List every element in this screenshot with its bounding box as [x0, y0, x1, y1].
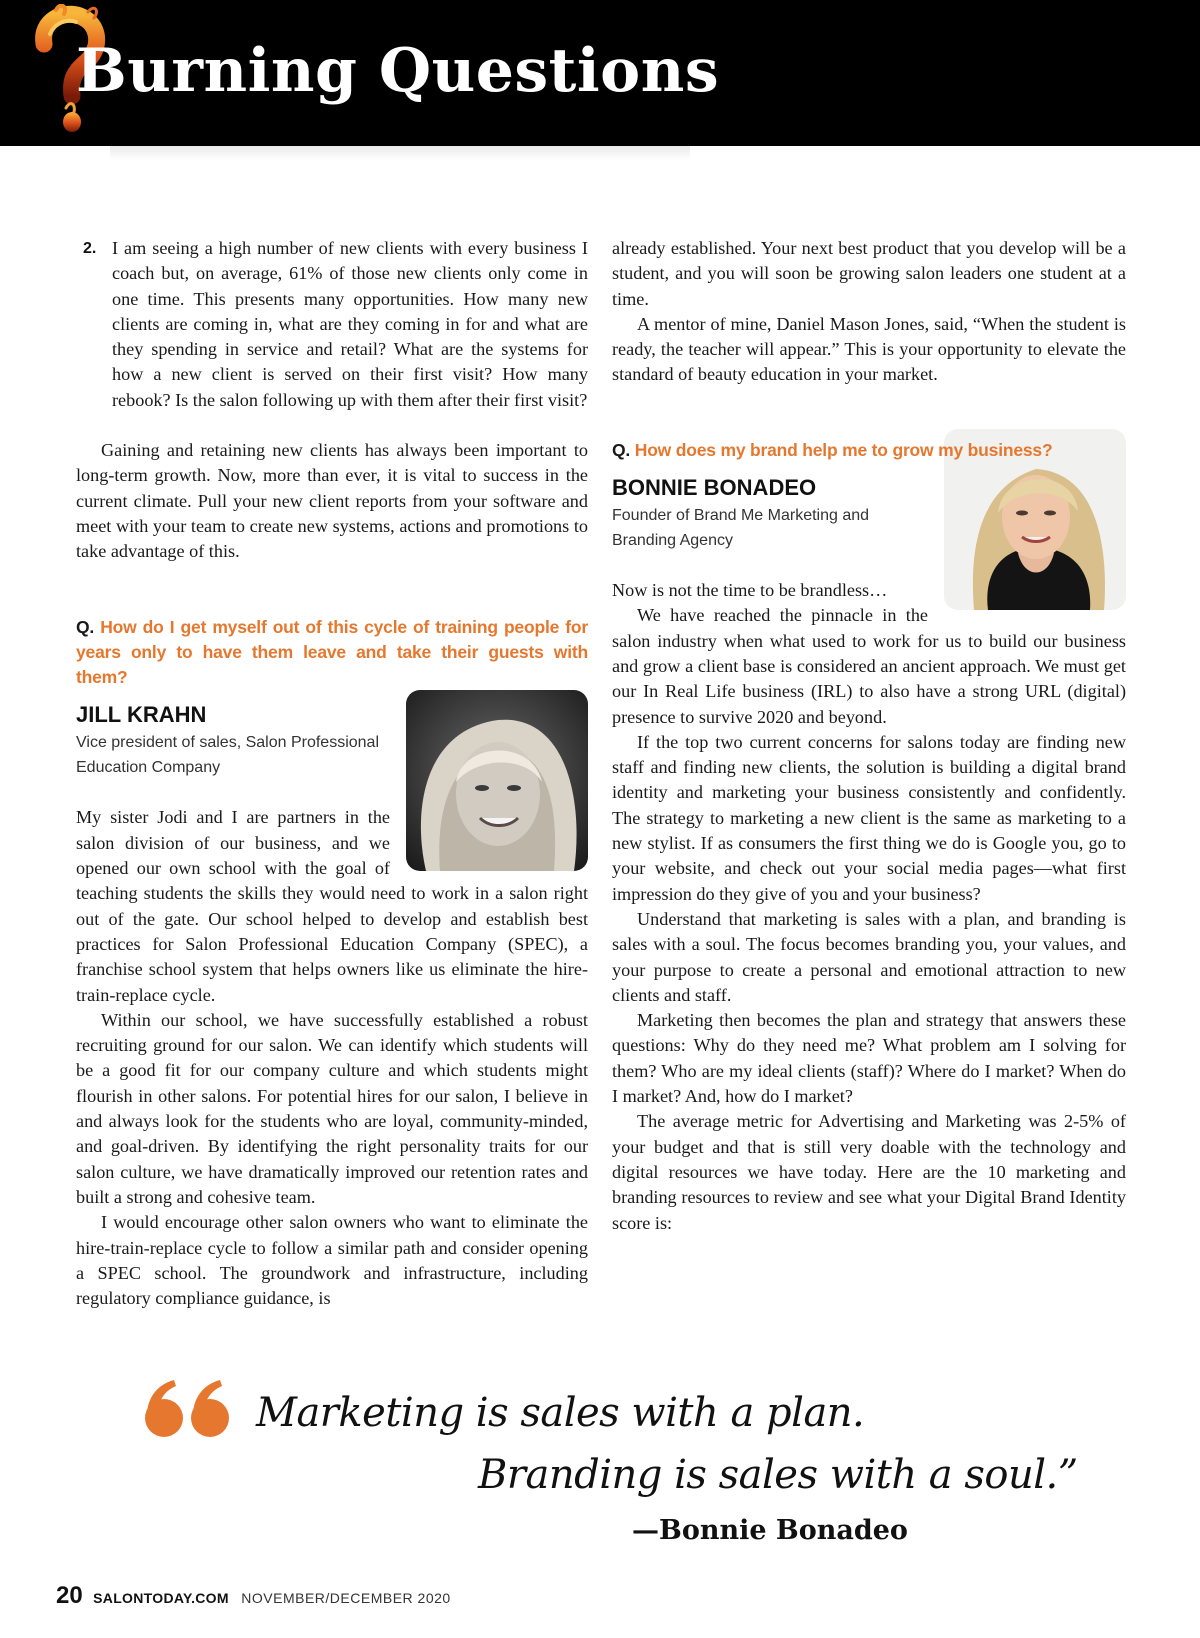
- list-item-text: I am seeing a high number of new clients with every business I coach but, on average, 61% of those new clients only come in one time. This presents many opportunities. How many new clients are coming in, what are they coming in for and what are they spending in service and retail? What are the systems for how a new client is served on their first visit? How many rebook? Is the salon following up with them after their first visit?: [112, 238, 588, 410]
- pull-quote-attribution: —Bonnie Bonadeo: [632, 1515, 908, 1546]
- question-prefix: Q.: [76, 616, 95, 637]
- body-paragraph: A mentor of mine, Daniel Mason Jones, said, “When the student is ready, the teacher will appear.” This is your opportunity to elevate the standard of beauty education in your market.: [612, 313, 1126, 385]
- body-paragraph: already established. Your next best product that you develop will be a student, and you will soon be growing salon leaders one student at a time.: [612, 238, 1126, 309]
- body-paragraph: The average metric for Advertising and Marketing was 2-5% of your budget and that is still very doable with the technology and digital resources we have today. Here are the 10 marketing and branding resources to review and see what your Digital Brand Identity score is:: [612, 1111, 1126, 1233]
- question-text: How does my brand help me to grow my business?: [634, 439, 1053, 460]
- pull-quote-line: Branding is sales with a soul.”: [478, 1452, 1078, 1498]
- banner-shadow: [110, 146, 690, 160]
- body-paragraph: My sister Jodi and I are partners in the salon division of our business, and we opened our own school with the goal of teaching students the skills they would need to work in a salon right out of the gate. Our school helped to develop and establish best practices for Salon Professional Education Company (SPEC), a franchise school system that helps owners like us eliminate the hire-train-replace cycle.: [76, 807, 588, 1005]
- body-paragraph: Now is not the time to be brandless…: [612, 580, 888, 601]
- quote-mark-icon: [144, 1380, 234, 1440]
- header-banner: [0, 0, 1200, 146]
- person-name: JILL KRAHN: [76, 702, 207, 728]
- author-photo: [406, 690, 588, 871]
- body-paragraph: Gaining and retaining new clients has always been important to long-term growth. Now, more than ever, it is vital to success in the current climate. Pull your new client reports from your software and meet with your team to create new systems, actions and promotions to take advantage of this.: [76, 440, 588, 562]
- body-paragraph: Marketing then becomes the plan and strategy that answers these questions: Why do they need me? What problem am I solving for them? Who are my ideal clients (staff)? Where do I market? When do I market? And, how do I market?: [612, 1010, 1126, 1107]
- body-paragraph: I would encourage other salon owners who want to eliminate the hire-train-replace cycle to follow a similar path and consider opening a SPEC school. The groundwork and infrastructure, including regulatory compliance guidance, is: [76, 1212, 588, 1309]
- page-title: Burning Questions: [76, 36, 720, 106]
- list-number: 2.: [83, 240, 97, 257]
- question-text: How do I get myself out of this cycle of training people for years only to have them leave and take their guests with them?: [76, 616, 588, 688]
- numbered-list-item: [76, 236, 588, 413]
- person-role: Founder of Brand Me Marketing and Branding Agency: [612, 507, 870, 550]
- portrait-photo-icon: [406, 690, 588, 871]
- question-prefix: Q.: [612, 439, 631, 460]
- body-paragraph: If the top two current concerns for salons today are finding new staff and finding new clients, the solution is building a digital brand identity and marketing your business consistently and confidently. The strategy to marketing a new client is the same as marketing to a new stylist. If as consumers the first thing we do is Google you, go to your website, and check out your social media pages—what first impression do they give of you and your business?: [612, 731, 1126, 904]
- pull-quote-line: Marketing is sales with a plan.: [256, 1390, 865, 1436]
- question-heading: [76, 615, 588, 691]
- question-heading: [612, 438, 1126, 463]
- body-paragraph: Understand that marketing is sales with a plan, and branding is sales with a soul. The focus becomes branding you, your values, and your purpose to create a personal and emotional attraction to new clients and staff.: [612, 908, 1126, 1005]
- right-column: [612, 236, 1126, 1236]
- page-footer: [56, 1582, 451, 1610]
- left-column: [76, 236, 588, 1311]
- page-number: 20: [56, 1582, 83, 1609]
- body-paragraph: Within our school, we have successfully established a robust recruiting ground for our salon. We can identify which students will be a good fit for our company culture and which students might flourish in other salons. For potential hires for our salon, I believe in and always look for the students who are loyal, community-minded, and goal-driven. By identifying the right personality traits for our salon culture, we have dramatically improved our retention rates and built a strong and cohesive team.: [76, 1009, 588, 1207]
- person-role: Vice president of sales, Salon Professional Education Company: [76, 734, 379, 777]
- body-paragraph: We have reached the pinnacle in the salon industry when what used to work for us to build our business and grow a client base is considered an ancient approach. We must get our In Real Life business (IRL) to also have a strong URL (digital) presence to survive 2020 and beyond.: [612, 605, 1126, 727]
- issue-date: NOVEMBER/DECEMBER 2020: [241, 1590, 451, 1606]
- person-name: BONNIE BONADEO: [612, 475, 817, 501]
- site-name: SALONTODAY.COM: [93, 1590, 229, 1606]
